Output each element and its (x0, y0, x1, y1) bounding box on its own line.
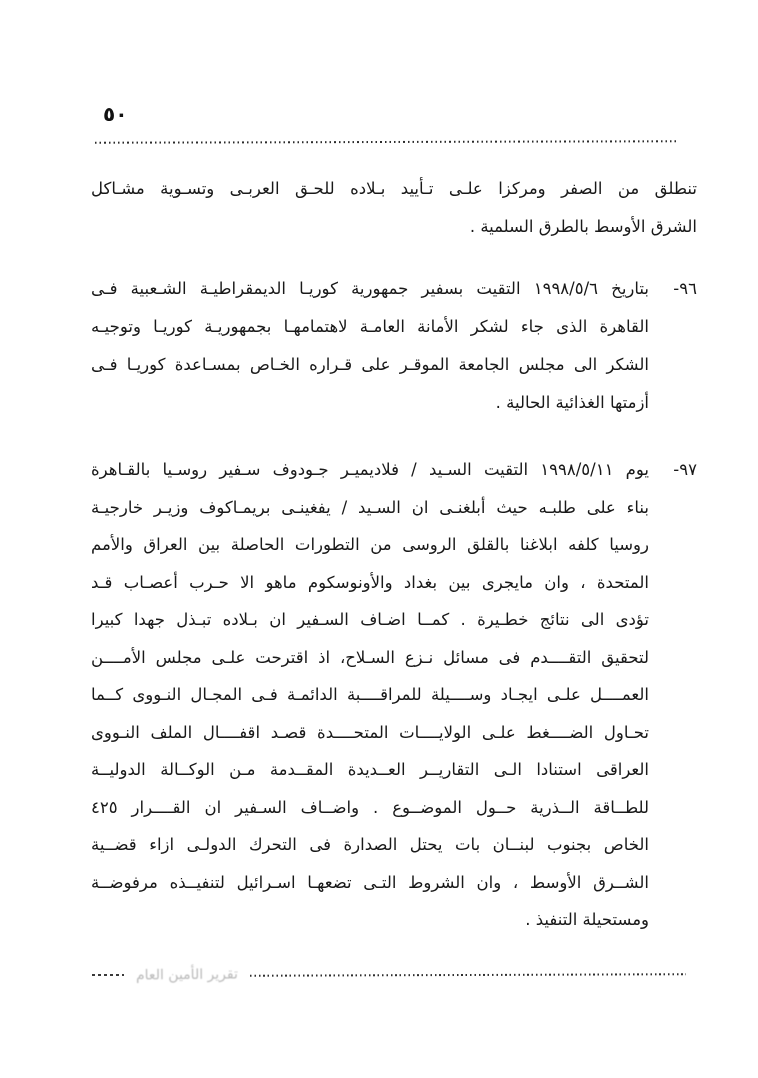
header-divider (95, 140, 679, 144)
intro-line: الشرق الأوسط بالطرق السلمية . (469, 217, 697, 236)
paragraph-line: تحـاول الضــــغط علـى الولايــــات المتحــــدة قصـد اقفــــال الملف النـووى (91, 722, 649, 742)
paragraph-line: ومستحيلة التنفيذ . (525, 910, 649, 929)
numbered-paragraph-96 (91, 270, 697, 422)
paragraph-text (91, 270, 649, 422)
paragraph-line: أزمتها الغذائية الحالية . (495, 393, 649, 412)
footer-divider (92, 963, 686, 987)
paragraph-line: المتحدة ، وان مايجرى بين بغداد والأونوسكوم ماهو الا حـرب أعصـاب قـد (91, 572, 649, 592)
paragraph-line: العراقى استنادا الـى التقاريــر العــديدة المقــدمة مـن الوكــالة الدوليــة (91, 760, 649, 779)
paragraph-line: تؤدى الى نتائج خطـيرة . كمــا اضـاف السـفير ان بـلاده تبـذل جهدا كبيرا (91, 610, 649, 629)
paragraph-line: يوم ١٩٩٨/٥/١١ التقيت السـيد / فلاديميـر جـودوف سـفير روسـيا بالقـاهرة (91, 460, 649, 479)
paragraph-line: الخاص بجنوب لبنــان بات يحتل الصدارة فى التحرك الدولـى ازاء قضــية (91, 835, 649, 854)
paragraph-number: ٩٦- (673, 279, 697, 298)
footer-dotted-rule (250, 973, 686, 977)
intro-line: تنطلق من الصفر ومركزا علـى تـأييد بـلاده للحـق العربـى وتسـوية مشـاكل (91, 179, 697, 198)
paragraph-text (91, 451, 649, 939)
footer-dash-segment (92, 974, 124, 976)
paragraph-line: الشــرق الأوسط ، وان الشروط التـى تضعهـا اسـرائيل لتنفيــذه مرفوضــة (91, 872, 649, 892)
footer-ghost-text: تقرير الأمين العام (135, 966, 238, 984)
paragraph-line: القاهرة الذى جاء لشكر الأمانة العامـة لاهتمامهـا بجمهوريـة كوريـا وتوجيـه (91, 317, 649, 336)
numbered-paragraph-97 (91, 451, 697, 939)
page-number: ٥٠ (103, 102, 128, 126)
paragraph-line: لتحقيق التقــــدم فى مسائل نـزع السـلاح، اذ اقترحت علـى مجلس الأمــــن (91, 647, 649, 667)
paragraph-line: بناء على طلبـه حيث أبلغنـى ان السـيد / يفغينـى بريمـاكوف وزيـر خارجيـة (91, 497, 649, 517)
paragraph-line: الشكر الى مجلس الجامعة الموقـر على قـراره الخـاص بمسـاعدة كوريـا فـى (91, 355, 649, 374)
paragraph-line: للطــاقة الــذرية حــول الموضــوع . واضــاف السـفير ان القــــرار ٤٢٥ (91, 797, 649, 817)
paragraph-line: روسيا كلفه ابلاغنا بالقلق الروسى من التطورات الحاصلة بين العراق والأمم (91, 535, 649, 554)
paragraph-line: بتاريخ ١٩٩٨/٥/٦ التقيت بسفير جمهورية كوريـا الديمقراطيـة الشـعبية فـى (91, 279, 649, 298)
paragraph-line: العمــــل علـى ايجـاد وســــيلة للمراقــــبة الدائمـة فـى المجـال النـووى كــما (91, 685, 649, 704)
paragraph-number: ٩٧- (673, 460, 697, 479)
intro-paragraph (91, 170, 697, 246)
